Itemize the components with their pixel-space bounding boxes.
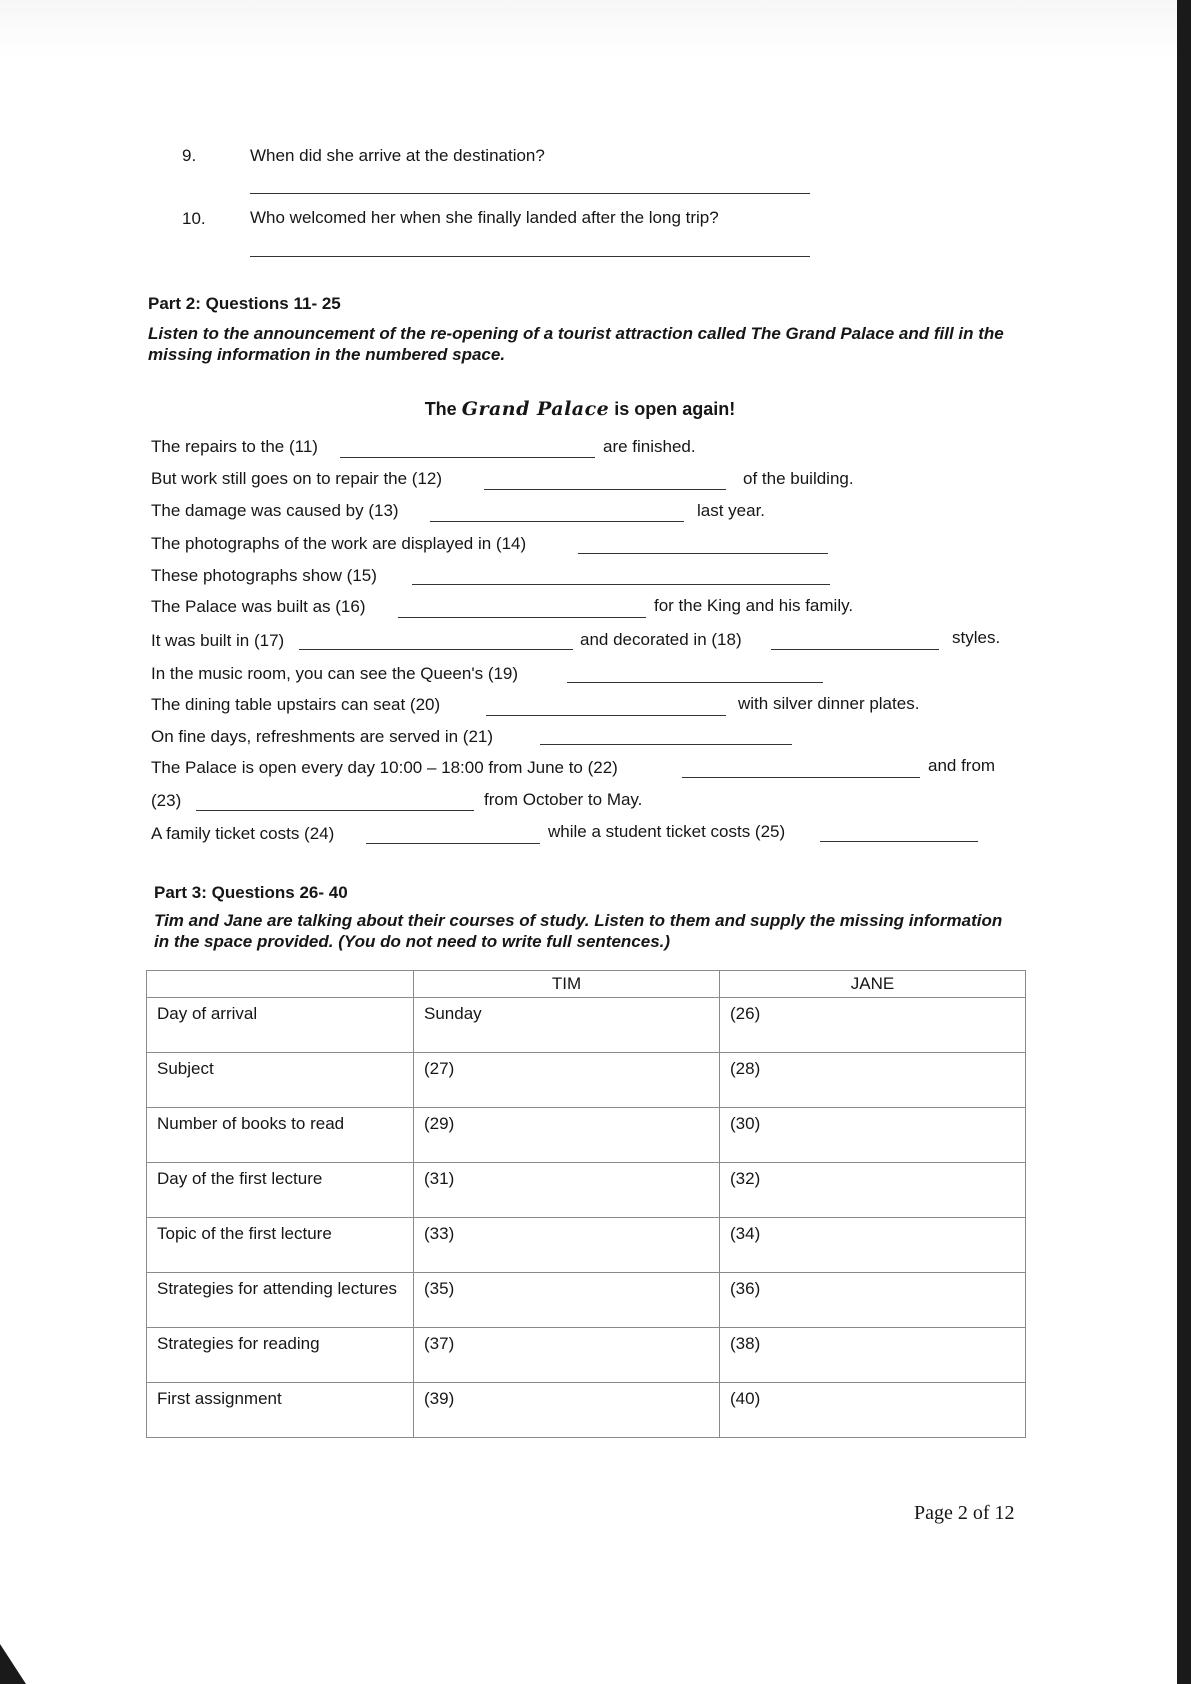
table-header-jane: JANE <box>720 971 1026 998</box>
jane-cell[interactable]: (28) <box>720 1053 1026 1108</box>
tim-cell[interactable]: (37) <box>414 1328 720 1383</box>
line-23-suffix: from October to May. <box>484 790 643 809</box>
question-9-number: 9. <box>182 146 197 165</box>
question-9-text: When did she arrive at the destination? <box>250 146 545 165</box>
line-12-text: But work still goes on to repair the (12) <box>151 469 443 488</box>
row-label: Subject <box>147 1053 414 1108</box>
grand-palace-title <box>0 398 1160 420</box>
jane-cell[interactable]: (36) <box>720 1273 1026 1328</box>
blank-18[interactable] <box>771 649 939 650</box>
blank-11[interactable] <box>340 457 595 458</box>
table-row <box>147 1273 1026 1328</box>
line-14-text: The photographs of the work are displayed in (14) <box>151 534 527 553</box>
blank-12[interactable] <box>484 489 726 490</box>
line-18-text: and decorated in (18) <box>580 630 742 649</box>
part2-heading: Part 2: Questions 11- 25 <box>148 294 341 313</box>
part3-heading: Part 3: Questions 26- 40 <box>154 883 348 902</box>
question-10-text: Who welcomed her when she finally landed after the long trip? <box>250 208 719 227</box>
question-10-number: 10. <box>182 209 206 228</box>
line-19-text: In the music room, you can see the Queen's (19) <box>151 664 519 683</box>
tim-cell[interactable]: (35) <box>414 1273 720 1328</box>
table-header-empty <box>147 971 414 998</box>
scan-corner-shadow <box>0 1644 26 1684</box>
line-16-suffix: for the King and his family. <box>654 596 854 615</box>
row-label: Topic of the first lecture <box>147 1218 414 1273</box>
blank-19[interactable] <box>567 682 823 683</box>
line-12-suffix: of the building. <box>743 469 854 488</box>
blank-24[interactable] <box>366 843 540 844</box>
line-22-text: The Palace is open every day 10:00 – 18:00 from June to (22) <box>151 758 618 777</box>
line-24-text: A family ticket costs (24) <box>151 824 335 843</box>
blank-16[interactable] <box>398 617 646 618</box>
blank-25[interactable] <box>820 841 978 842</box>
tim-cell[interactable]: (31) <box>414 1163 720 1218</box>
scan-edge-shadow <box>1177 0 1191 1684</box>
blank-22[interactable] <box>682 777 920 778</box>
line-18-suffix: styles. <box>952 628 1001 647</box>
line-15-text: These photographs show (15) <box>151 566 377 585</box>
tim-cell[interactable]: (33) <box>414 1218 720 1273</box>
page-number: Page 2 of 12 <box>914 1502 1015 1524</box>
tim-cell[interactable]: (29) <box>414 1108 720 1163</box>
table-row <box>147 1053 1026 1108</box>
line-17-text: It was built in (17) <box>151 631 285 650</box>
blank-17[interactable] <box>299 649 573 650</box>
line-11-text: The repairs to the (11) <box>151 437 318 456</box>
jane-cell[interactable]: (26) <box>720 998 1026 1053</box>
tim-cell[interactable]: Sunday <box>414 998 720 1053</box>
line-23-text: (23) <box>151 791 182 810</box>
jane-cell[interactable]: (30) <box>720 1108 1026 1163</box>
table-row <box>147 1383 1026 1438</box>
jane-cell[interactable]: (40) <box>720 1383 1026 1438</box>
line-20-suffix: with silver dinner plates. <box>738 694 920 713</box>
row-label: Strategies for reading <box>147 1328 414 1383</box>
blank-13[interactable] <box>430 521 684 522</box>
table-header-tim: TIM <box>414 971 720 998</box>
question-10-answer-line[interactable] <box>250 256 810 257</box>
title-post: is open again! <box>614 399 736 419</box>
tim-cell[interactable]: (27) <box>414 1053 720 1108</box>
table-row <box>147 998 1026 1053</box>
blank-15[interactable] <box>412 584 830 585</box>
line-13-text: The damage was caused by (13) <box>151 501 399 520</box>
blank-20[interactable] <box>486 715 726 716</box>
tim-cell[interactable]: (39) <box>414 1383 720 1438</box>
courses-table <box>146 970 1026 1438</box>
table-row <box>147 1163 1026 1218</box>
blank-23[interactable] <box>196 810 474 811</box>
row-label: Day of the first lecture <box>147 1163 414 1218</box>
table-row <box>147 1218 1026 1273</box>
title-pre: The <box>424 399 457 419</box>
part2-instruction: Listen to the announcement of the re-opening of a tourist attraction called The Grand Palace and fill in the missing information in the numbered space. <box>148 324 1004 364</box>
row-label: First assignment <box>147 1383 414 1438</box>
question-9-answer-line[interactable] <box>250 193 810 194</box>
jane-cell[interactable]: (32) <box>720 1163 1026 1218</box>
jane-cell[interactable]: (38) <box>720 1328 1026 1383</box>
blank-14[interactable] <box>578 553 828 554</box>
title-name: Grand Palace <box>461 398 610 420</box>
part3-instruction: Tim and Jane are talking about their courses of study. Listen to them and supply the missing information in the space provided. (You do not need to write full sentences.) <box>154 911 1003 951</box>
row-label: Day of arrival <box>147 998 414 1053</box>
line-25-text: while a student ticket costs (25) <box>548 822 786 841</box>
line-21-text: On fine days, refreshments are served in (21) <box>151 727 494 746</box>
line-22-suffix: and from <box>928 756 996 775</box>
table-header-row <box>147 971 1026 998</box>
line-11-suffix: are finished. <box>603 437 696 456</box>
line-16-text: The Palace was built as (16) <box>151 597 366 616</box>
line-13-suffix: last year. <box>697 501 766 520</box>
blank-21[interactable] <box>540 744 792 745</box>
table-row <box>147 1328 1026 1383</box>
line-20-text: The dining table upstairs can seat (20) <box>151 695 441 714</box>
row-label: Number of books to read <box>147 1108 414 1163</box>
jane-cell[interactable]: (34) <box>720 1218 1026 1273</box>
row-label: Strategies for attending lectures <box>147 1273 414 1328</box>
table-row <box>147 1108 1026 1163</box>
